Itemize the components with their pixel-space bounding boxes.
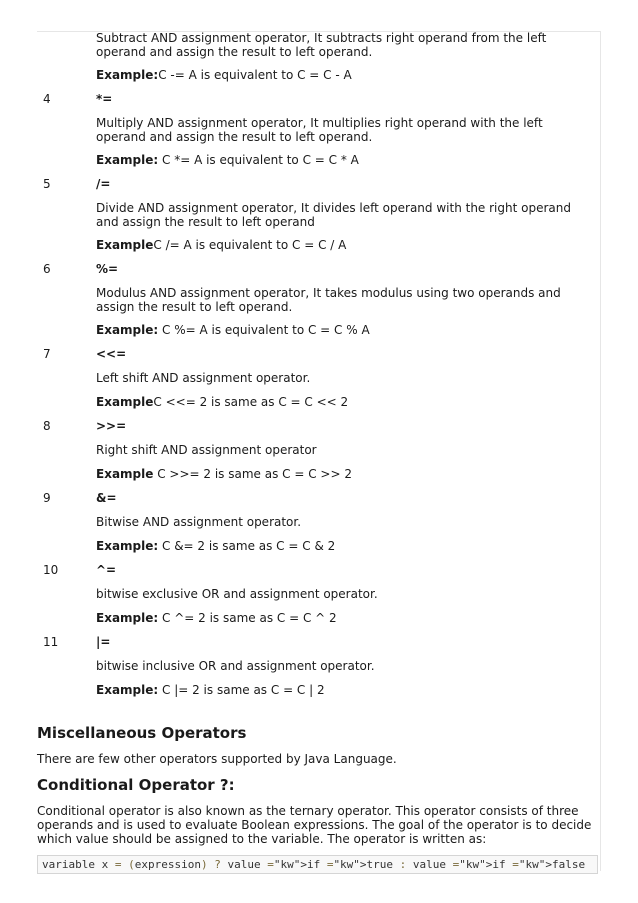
- row-description: bitwise exclusive OR and assignment operator.: [96, 587, 378, 601]
- row-example: [96, 467, 596, 481]
- row-number: 6: [43, 262, 51, 276]
- row-example: [96, 539, 596, 553]
- row-number: 10: [43, 563, 59, 577]
- row-example: [96, 68, 596, 82]
- example-label: Example:: [96, 683, 159, 697]
- row-number: 4: [43, 92, 51, 106]
- section-heading: Miscellaneous Operators: [37, 724, 247, 742]
- row-description: Right shift AND assignment operator: [96, 443, 317, 457]
- row-example: [96, 323, 596, 337]
- section-paragraph: Conditional operator is also known as the ternary operator. This operator consists of three operands and is used to evaluate Boolean expressions. The goal of the operator is to decide which value should be assigned to the variable. The operator is written as:: [37, 804, 592, 846]
- row-operator: /=: [96, 177, 111, 191]
- row-operator: >>=: [96, 419, 127, 433]
- example-text: C ^= 2 is same as C = C ^ 2: [158, 611, 337, 625]
- row-description: Left shift AND assignment operator.: [96, 371, 311, 385]
- example-label: Example:: [96, 68, 159, 82]
- row-example: [96, 611, 596, 625]
- row-description: Multiply AND assignment operator, It multiplies right operand with the left operand and assign the result to left operand.: [96, 116, 543, 144]
- row-operator: |=: [96, 635, 111, 649]
- section-paragraph: There are few other operators supported by Java Language.: [37, 752, 397, 766]
- row-number: 9: [43, 491, 51, 505]
- example-label: Example:: [96, 323, 159, 337]
- row-description: Modulus AND assignment operator, It takes modulus using two operands and assign the result to left operand.: [96, 286, 561, 314]
- example-label: Example:: [96, 153, 159, 167]
- row-description: Divide AND assignment operator, It divides left operand with the right operand and assign the result to left operand: [96, 201, 571, 229]
- row-number: 5: [43, 177, 51, 191]
- example-label: Example:: [96, 611, 159, 625]
- example-text: C <<= 2 is same as C = C << 2: [153, 395, 349, 409]
- row-description: bitwise inclusive OR and assignment operator.: [96, 659, 375, 673]
- row-operator: <<=: [96, 347, 127, 361]
- table-right-border: [600, 31, 601, 871]
- code-block: variable x = (expression) ? value ="kw">if ="kw">true : value ="kw">if ="kw">false: [37, 855, 598, 874]
- row-operator: &=: [96, 491, 117, 505]
- row-number: 8: [43, 419, 51, 433]
- row-example: [96, 238, 596, 252]
- row-description: Bitwise AND assignment operator.: [96, 515, 302, 529]
- row-description: Subtract AND assignment operator, It subtracts right operand from the left operand and assign the result to left operand.: [96, 31, 547, 59]
- example-label: Example:: [96, 539, 159, 553]
- example-text: C -= A is equivalent to C = C - A: [158, 68, 352, 82]
- row-number: 11: [43, 635, 59, 649]
- row-example: [96, 683, 596, 697]
- example-label: Example: [96, 395, 154, 409]
- row-operator: *=: [96, 92, 113, 106]
- example-text: C *= A is equivalent to C = C * A: [158, 153, 359, 167]
- row-operator: %=: [96, 262, 119, 276]
- example-label: Example: [96, 238, 154, 252]
- row-example: [96, 153, 596, 167]
- example-label: Example: [96, 467, 154, 481]
- example-text: C &= 2 is same as C = C & 2: [158, 539, 336, 553]
- row-number: 7: [43, 347, 51, 361]
- example-text: C |= 2 is same as C = C | 2: [158, 683, 325, 697]
- example-text: C >>= 2 is same as C = C >> 2: [153, 467, 352, 481]
- example-text: C %= A is equivalent to C = C % A: [158, 323, 370, 337]
- example-text: C /= A is equivalent to C = C / A: [153, 238, 347, 252]
- row-example: [96, 395, 596, 409]
- section-heading: Conditional Operator ?:: [37, 776, 235, 794]
- row-operator: ^=: [96, 563, 117, 577]
